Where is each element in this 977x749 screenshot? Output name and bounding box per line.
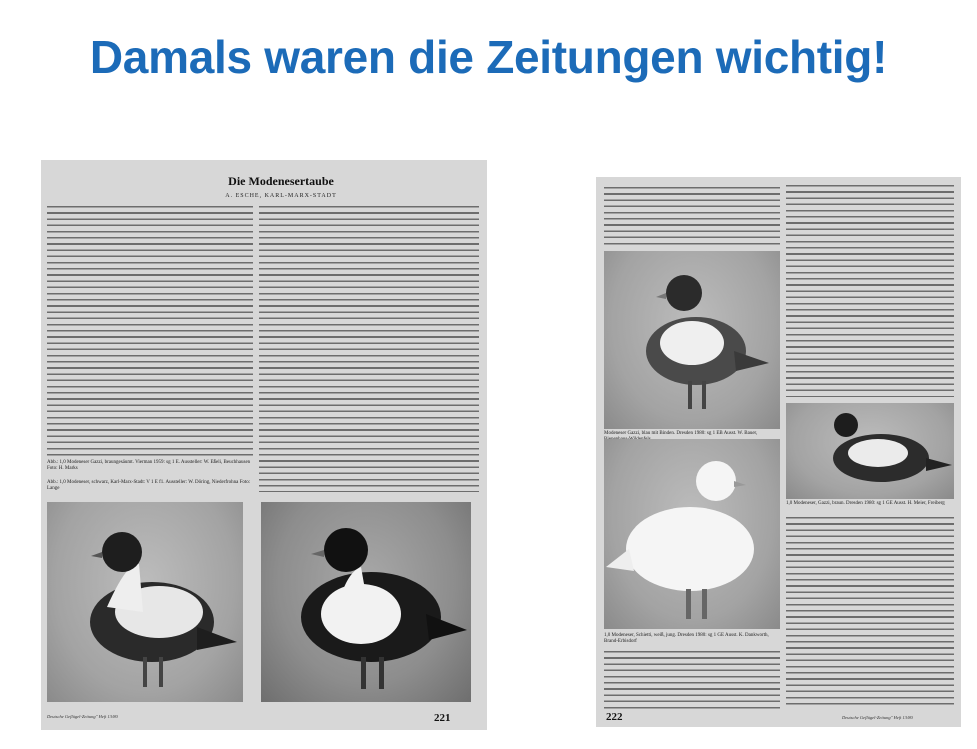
page-number-right: 222 (606, 711, 623, 723)
newspaper-page-left (41, 160, 487, 730)
pigeon-photo-left (47, 502, 243, 702)
text-column-r1-bottom (604, 651, 780, 709)
newspaper-page-right (596, 177, 961, 727)
page-number-left: 221 (434, 712, 451, 724)
pigeon-black-illustration (261, 502, 471, 702)
pigeon-blue-illustration (604, 251, 780, 429)
pigeon-white-illustration (604, 439, 780, 629)
text-column-r1-top (604, 187, 780, 247)
page-footer-right: Deutsche Geflügel-Zeitung" Heft 13/80 (842, 715, 913, 720)
pigeon-photo-right-small (786, 403, 954, 499)
caption-r3: 1,0 Modeneser, Schietti, weiß, jung. Dresden 1980: sg 1 GE Ausst. K. Dankworth, Brand-Erbisdorf (604, 633, 769, 644)
page-footer-left: Deutsche Geflügel-Zeitung" Heft 13/80 (47, 714, 118, 719)
caption-2: Abb.: 1,0 Modeneser, schwarz, Karl-Marx-Stadt: V 1 E f1. Aussteller: W. Döring, Niederfrohna Foto: Lange (47, 480, 251, 491)
text-column-2 (259, 206, 479, 492)
pigeon-photo-center (261, 502, 471, 702)
pigeon-brown-illustration (47, 502, 243, 702)
pigeon-photo-right-white (604, 439, 780, 629)
text-column-1 (47, 206, 253, 456)
caption-r1: Modeneser Gazzi, blau mit Binden. Dresden 1980: sg 1 EB Ausst. W. Bauer, (604, 431, 758, 436)
text-column-r2-top (786, 185, 954, 397)
article-title: Die Modenesertaube (228, 174, 334, 188)
caption-1: Abb.: 1,0 Modeneser Gazzi, braungesäumt. Vierman 1959: sg 1 E. Aussteller: W. Eßeli, Beuchhausen Foto: H. Marks (47, 460, 251, 471)
article-author: A. ESCHE, KARL-MARX-STADT (225, 193, 337, 199)
pigeon-photo-right-top (604, 251, 780, 429)
text-column-r2-bottom (786, 517, 954, 707)
caption-r2: 1,0 Modeneser, Gazzi, braun. Dresden 1980: sg 1 GE Ausst. H. Meier, Freiberg (786, 501, 945, 506)
pigeon-brown-small-illustration (786, 403, 954, 499)
slide-title: Damals waren die Zeitungen wichtig! (89, 31, 888, 83)
